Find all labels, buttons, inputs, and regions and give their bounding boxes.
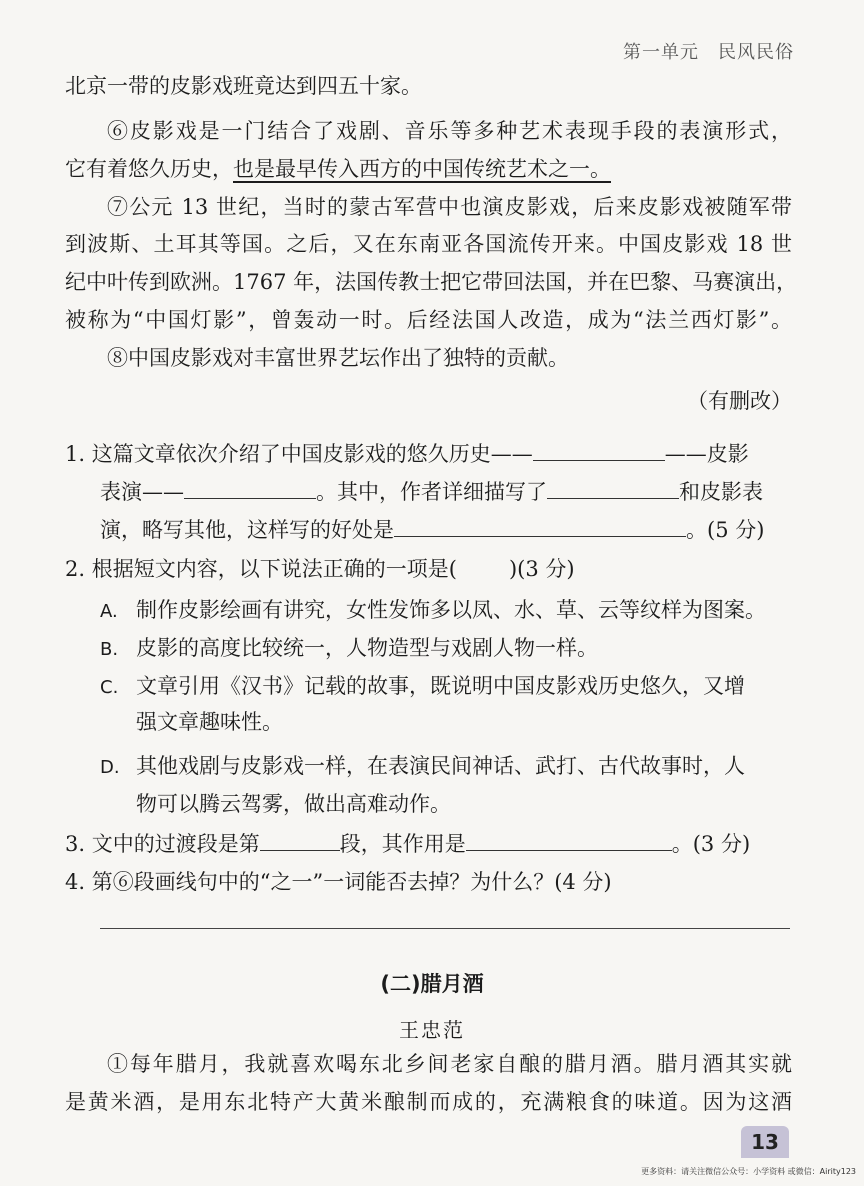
passage-line: 是黄米酒，是用东北特产大黄米酿制而成的，充满粮食的味道。因为这酒: [65, 1090, 792, 1114]
option-b[interactable]: [100, 634, 598, 664]
question-1-line-2: [100, 478, 763, 506]
answer-line[interactable]: [100, 928, 790, 929]
answer-blank[interactable]: [533, 442, 665, 461]
question-text: 和皮影表: [679, 480, 763, 504]
question-text: 这篇文章依次介绍了中国皮影戏的悠久历史——: [91, 442, 533, 466]
passage-line: 到波斯、土耳其等国。之后，又在东南亚各国流传开来。中国皮影戏 18 世: [65, 232, 792, 256]
option-text: 制作皮影绘画有讲究，女性发饰多以凤、水、草、云等纹样为图案。: [136, 598, 766, 622]
question-text: 根据短文内容，以下说法正确的一项是(: [91, 557, 457, 581]
passage-line: ⑦公元 13 世纪，当时的蒙古军营中也演皮影戏，后来皮影戏被随军带: [107, 195, 792, 219]
option-d-continued: 物可以腾云驾雾，做出高难动作。: [136, 792, 451, 816]
option-text: 文章引用《汉书》记载的故事，既说明中国皮影戏历史悠久，又增: [136, 674, 745, 698]
option-letter: A.: [100, 601, 118, 622]
option-text: 其他戏剧与皮影戏一样，在表演民间神话、武打、古代故事时，人: [136, 754, 745, 778]
question-text: ——皮影: [664, 442, 749, 466]
underlined-sentence: 也是最早传入西方的中国传统艺术之一。: [233, 157, 611, 181]
passage-line: 纪中叶传到欧洲。1767 年，法国传教士把它带回法国，并在巴黎、马赛演出，: [65, 270, 798, 294]
passage-line: ①每年腊月，我就喜欢喝东北乡间老家自酿的腊月酒。腊月酒其实就: [107, 1052, 792, 1076]
footer-note: 更多资料：请关注微信公众号：小学资料 或微信：Airity123: [641, 1167, 856, 1176]
section-title: (二)腊月酒: [380, 972, 484, 996]
source-note: （有删改）: [687, 389, 792, 413]
question-number: 1.: [65, 442, 86, 466]
passage-line: 北京一带的皮影戏班竟达到四五十家。: [65, 74, 422, 98]
passage-line-with-underline: [65, 155, 611, 183]
option-a[interactable]: [100, 596, 766, 626]
question-1-line-1: [65, 440, 749, 468]
answer-blank[interactable]: [394, 518, 686, 537]
question-text: )(3 分): [508, 557, 575, 581]
option-c[interactable]: [100, 672, 745, 702]
passage-text: 它有着悠久历史，: [65, 157, 233, 181]
question-text: 演，略写其他，这样写的好处是: [100, 518, 394, 542]
passage-line: ⑥皮影戏是一门结合了戏剧、音乐等多种艺术表现手段的表演形式，: [107, 119, 792, 143]
option-c-continued: 强文章趣味性。: [136, 710, 283, 734]
option-text: 皮影的高度比较统一，人物造型与戏剧人物一样。: [136, 636, 598, 660]
option-d[interactable]: [100, 752, 745, 782]
question-number: 4.: [65, 870, 86, 894]
passage-line: ⑧中国皮影戏对丰富世界艺坛作出了独特的贡献。: [107, 346, 569, 370]
question-2-stem: [65, 555, 575, 583]
passage-line: 被称为“中国灯影”，曾轰动一时。后经法国人改造，成为“法兰西灯影”。: [65, 308, 792, 332]
question-text: 文中的过渡段是第: [91, 832, 260, 856]
option-letter: C.: [100, 677, 119, 698]
answer-blank[interactable]: [466, 832, 672, 851]
page-number: 13: [741, 1126, 789, 1158]
question-text: 。其中，作者详细描写了: [316, 480, 547, 504]
question-text: 第⑥段画线句中的“之一”一词能否去掉？为什么？(4 分): [91, 870, 612, 894]
answer-blank[interactable]: [184, 480, 316, 499]
author-name: 王忠范: [399, 1018, 465, 1042]
question-text: 。(5 分): [686, 518, 765, 542]
question-3: [65, 830, 750, 858]
question-text: 段，其作用是: [339, 832, 466, 856]
question-number: 2.: [65, 557, 86, 581]
unit-header: 第一单元 民风民俗: [623, 42, 794, 63]
option-letter: B.: [100, 639, 119, 660]
question-text: 表演——: [100, 480, 184, 504]
question-4: [65, 868, 612, 896]
question-number: 3.: [65, 832, 86, 856]
answer-blank[interactable]: [547, 480, 679, 499]
answer-blank[interactable]: [260, 832, 340, 851]
option-letter: D.: [100, 757, 120, 778]
question-1-line-3: [100, 516, 764, 544]
question-text: 。(3 分): [671, 832, 751, 856]
